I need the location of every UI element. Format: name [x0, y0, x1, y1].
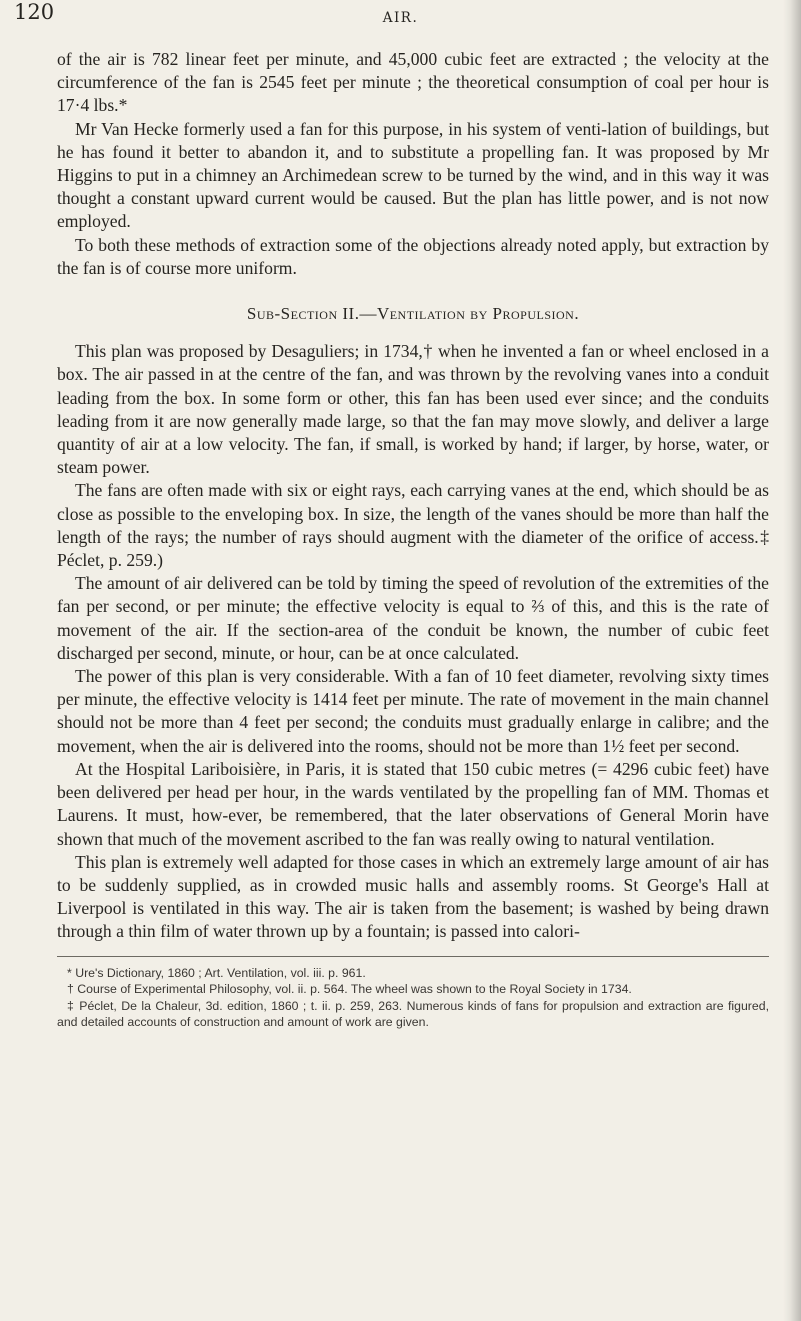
- page-edge-shadow: [783, 0, 801, 1321]
- running-head: AIR.: [382, 10, 419, 26]
- paragraph: To both these methods of extraction some of the objections already noted apply, but extraction by the fan is of course more uniform.: [57, 234, 769, 278]
- paragraph: This plan is extremely well adapted for those cases in which an extremely large amount of air has to be suddenly supplied, as in crowded music halls and assembly rooms. St George's Hall at Liverpool is ventilated in this way. The air is taken from the basement; is washed by being drawn through a thin film of water thrown up by a fountain; is passed into calori-: [57, 851, 769, 942]
- paragraph: Mr Van Hecke formerly used a fan for this purpose, in his system of venti-lation of buildings, but he has found it better to abandon it, and to substitute a propelling fan. It was proposed by Mr Higgins to put in a chimney an Archimedean screw to be turned by the wind, and in this way it was thought a constant upward current would be caused. But the plan has little power, and is not now employed.: [57, 118, 769, 232]
- page-number: 120: [14, 0, 55, 24]
- paragraph: This plan was proposed by Desaguliers; in 1734,† when he invented a fan or wheel enclosed in a box. The air passed in at the centre of the fan, and was thrown by the revolving vanes into a conduit leading from the box. In some form or other, this fan has been used ever since; and the conduits leading from it are now generally made large, so that the fan may move slowly, and deliver a large quantity of air at a low velocity. The fan, if small, is worked by hand; if larger, by horse, water, or steam power.: [57, 341, 769, 478]
- footnote: ‡ Péclet, De la Chaleur, 3d. edition, 1860 ; t. ii. p. 259, 263. Numerous kinds of fans for propulsion and extraction are figured, and detailed accounts of construction and amount of work are given.: [57, 998, 769, 1030]
- paragraph: The power of this plan is very considerable. With a fan of 10 feet diameter, revolving sixty times per minute, the effective velocity is 1414 feet per minute. The rate of movement in the main channel should not be more than 4 feet per second; the conduits must gradually enlarge in calibre; and the movement, when the air is delivered into the rooms, should not be more than 1½ feet per second.: [57, 666, 769, 756]
- footnote-divider: [57, 956, 769, 957]
- footnote: † Course of Experimental Philosophy, vol. ii. p. 564. The wheel was shown to the Royal Society in 1734.: [67, 982, 632, 997]
- section-heading: Sub-Section II.—Ventilation by Propulsion.: [246, 304, 580, 324]
- footnotes: [57, 965, 769, 1031]
- paragraph: of the air is 782 linear feet per minute, and 45,000 cubic feet are extracted ; the velocity at the circumference of the fan is 2545 feet per minute ; the theoretical consumption of coal per hour is 17·4 lbs.*: [57, 49, 769, 116]
- paragraph: At the Hospital Lariboisière, in Paris, it is stated that 150 cubic metres (= 4296 cubic feet) have been delivered per head per hour, in the wards ventilated by the propelling fan of MM. Thomas et Laurens. It must, how-ever, be remembered, that the later observations of General Morin have shown that much of the movement ascribed to the fan was really owing to natural ventilation.: [57, 758, 769, 849]
- paragraph: The amount of air delivered can be told by timing the speed of revolution of the extremities of the fan per second, or per minute; the effective velocity is equal to ⅔ of this, and this is the rate of movement of the air. If the section-area of the conduit be known, the number of cubic feet discharged per second, minute, or hour, can be at once calculated.: [57, 573, 769, 663]
- paragraph: The fans are often made with six or eight rays, each carrying vanes at the end, which should be as close as possible to the enveloping box. In size, the length of the vanes should be more than half the length of the rays; the number of rays should augment with the diameter of the orifice of access.‡ Péclet, p. 259.): [57, 480, 769, 571]
- body-text: [57, 48, 769, 1031]
- footnote: * Ure's Dictionary, 1860 ; Art. Ventilation, vol. iii. p. 961.: [67, 965, 366, 980]
